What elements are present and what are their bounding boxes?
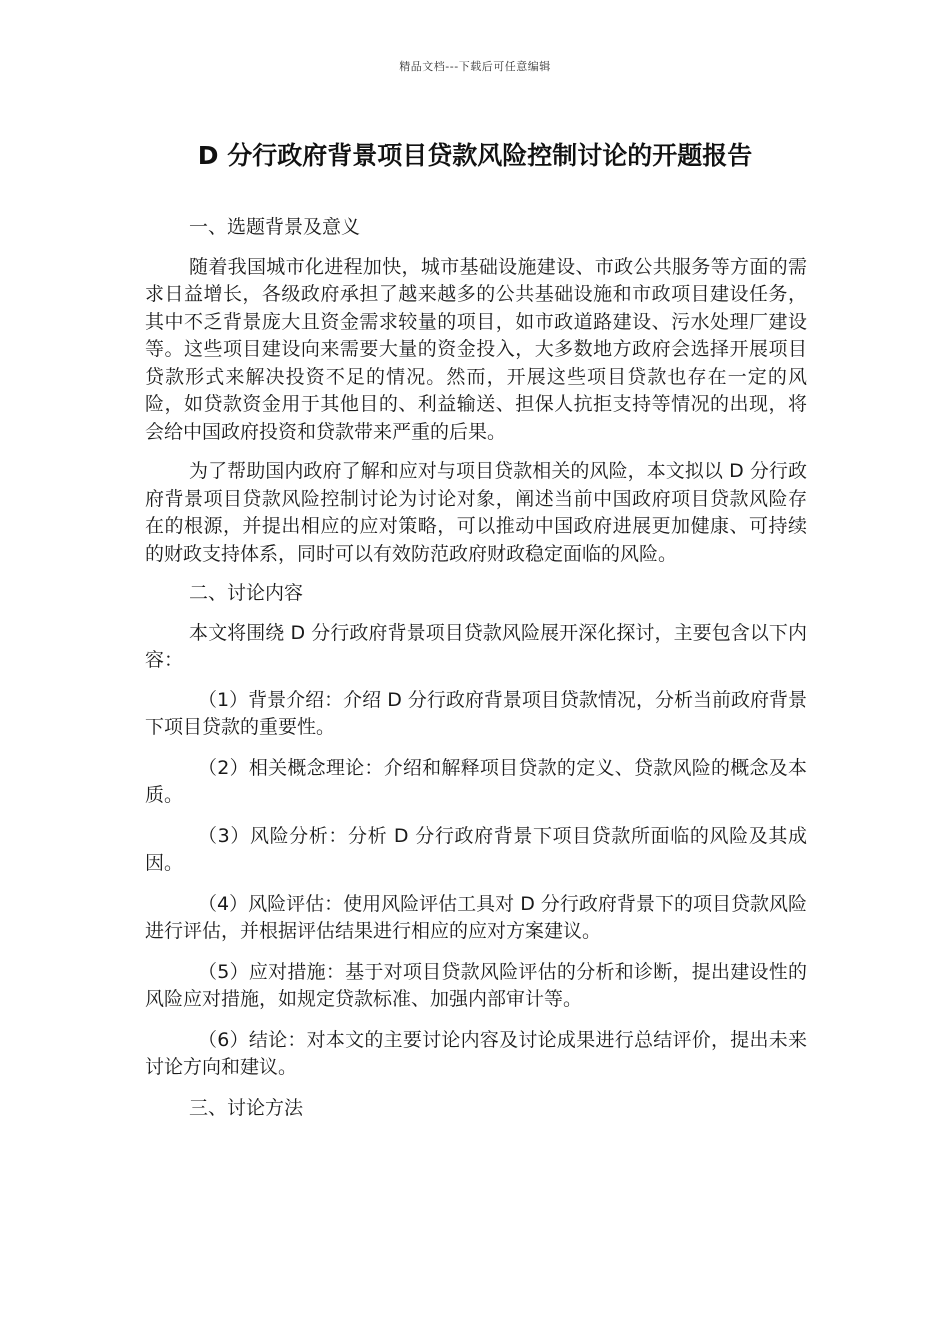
document-body [145,214,807,1134]
list-item-countermeasures: （5）应对措施：基于对项目贷款风险评估的分析和诊断，提出建设性的风险应对措施，如规定贷款标准、加强内部审计等。 [145,960,807,1010]
document-title: D 分行政府背景项目贷款风险控制讨论的开题报告 [197,141,753,170]
list-item-concepts: （2）相关概念理论：介绍和解释项目贷款的定义、贷款风险的概念及本质。 [145,756,807,806]
section-heading-content: 二、讨论内容 [189,582,304,604]
section-heading-methods: 三、讨论方法 [189,1096,304,1119]
list-item-conclusion: （6）结论：对本文的主要讨论内容及讨论成果进行总结评价，提出未来讨论方向和建议。 [145,1028,807,1078]
paragraph-content-intro: 本文将围绕 D 分行政府背景项目贷款风险展开深化探讨，主要包含以下内容： [145,621,807,671]
header-note: 精品文档---下载后可任意编辑 [399,60,551,73]
paragraph-background-2: 为了帮助国内政府了解和应对与项目贷款相关的风险，本文拟以 D 分行政府背景项目贷款风险控制讨论为讨论对象，阐述当前中国政府项目贷款风险存在的根源，并提出相应的应对策略，可以推动中国政府进展更加健康、可持续的财政支持体系，同时可以有效防范政府财政稳定面临的风险。 [145,460,807,565]
list-item-risk-assessment: （4）风险评估：使用风险评估工具对 D 分行政府背景下的项目贷款风险进行评估，并根据评估结果进行相应的应对方案建议。 [145,892,807,942]
section-heading-background: 一、选题背景及意义 [189,216,361,238]
list-item-risk-analysis: （3）风险分析：分析 D 分行政府背景下项目贷款所面临的风险及其成因。 [145,824,807,874]
paragraph-background-1: 随着我国城市化进程加快，城市基础设施建设、市政公共服务等方面的需求日益增长，各级政府承担了越来越多的公共基础设施和市政项目建设任务，其中不乏背景庞大且资金需求较量的项目，如市政道路建设、污水处理厂建设等。这些项目建设向来需要大量的资金投入，大多数地方政府会选择开展项目贷款形式来解决投资不足的情况。然而，开展这些项目贷款也存在一定的风险，如贷款资金用于其他目的、利益输送、担保人抗拒支持等情况的出现，将会给中国政府投资和贷款带来严重的后果。 [145,255,807,443]
list-item-background-intro: （1）背景介绍：介绍 D 分行政府背景项目贷款情况，分析当前政府背景下项目贷款的重要性。 [145,688,807,738]
